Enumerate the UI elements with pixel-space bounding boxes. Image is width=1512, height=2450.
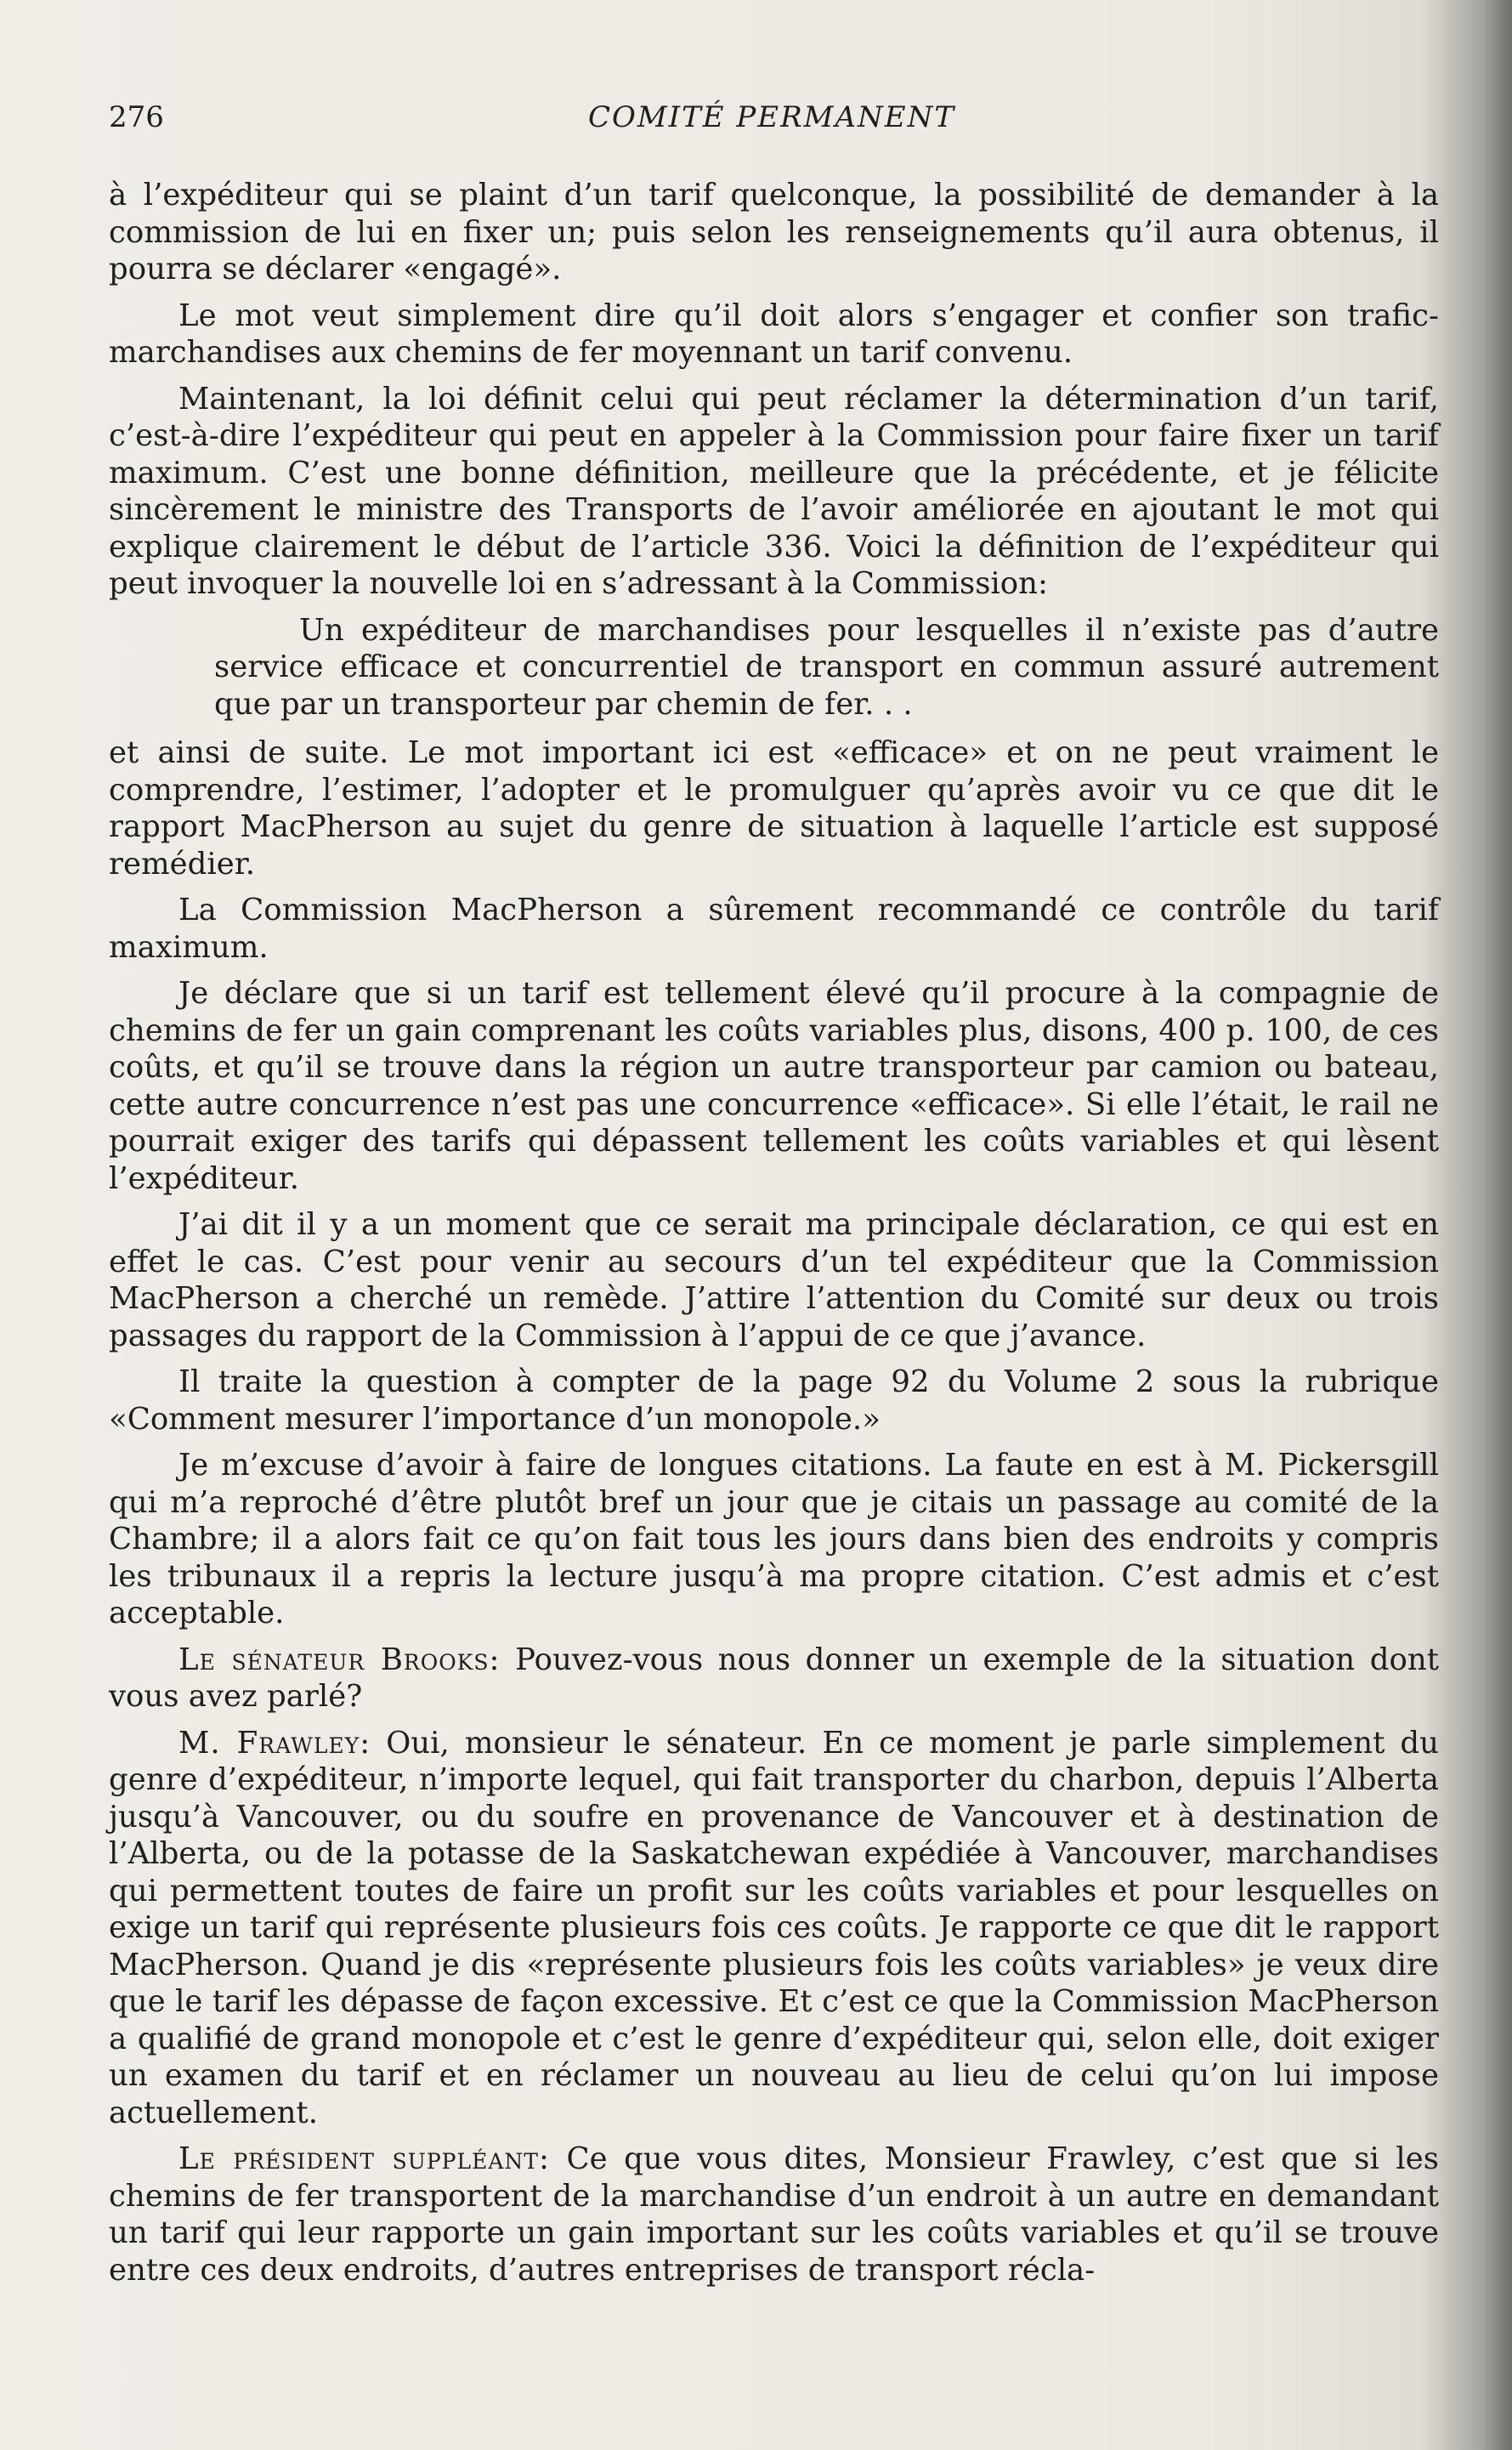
- block-quote: Un expéditeur de marchandises pour lesquelles il n’existe pas d’autre service efficace et concurrentiel de transport en commun assuré autrement que par un transporteur par chemin de fer. . .: [214, 612, 1439, 722]
- speaker-name: Le président suppléant:: [178, 2141, 550, 2176]
- page-header: [109, 100, 1435, 143]
- speech-paragraph: [109, 1725, 1439, 2132]
- paragraph: Je m’excuse d’avoir à faire de longues citations. La faute en est à M. Pickersgill qui m’a reproché d’être plutôt bref un jour que je citais un passage au comité de la Chambre; il a alors fait ce qu’on fait tous les jours dans bien des endroits y compris les tribunaux il a repris la lecture jusqu’à ma propre citation. C’est admis et c’est acceptable.: [109, 1448, 1439, 1630]
- paragraph: Maintenant, la loi définit celui qui peut réclamer la détermination d’un tarif, c’est-à-dire l’expéditeur qui peut en appeler à la Commission pour faire fixer un tarif maximum. C’est une bonne définition, meilleure que la précédente, et je félicite sincèrement le ministre des Transports de l’avoir améliorée en ajoutant le mot qui explique clairement le début de l’article 336. Voici la définition de l’expéditeur qui peut invoquer la nouvelle loi en s’adressant à la Commission:: [109, 381, 1439, 601]
- speech-text: Pouvez-vous nous donner un exemple de la situation dont vous avez parlé?: [109, 1642, 1439, 1714]
- paragraph: Il traite la question à compter de la page 92 du Volume 2 sous la rubrique «Comment mesurer l’importance d’un monopole.»: [109, 1364, 1439, 1437]
- speech-paragraph: [109, 1642, 1439, 1716]
- body-text: [109, 177, 1439, 2298]
- paragraph: Le mot veut simplement dire qu’il doit alors s’engager et confier son trafic-marchandises aux chemins de fer moyennant un tarif convenu.: [109, 298, 1439, 370]
- paragraph: La Commission MacPherson a sûrement recommandé ce contrôle du tarif maximum.: [109, 893, 1439, 965]
- paragraph: J’ai dit il y a un moment que ce serait ma principale déclaration, ce qui est en effet le cas. C’est pour venir au secours d’un tel expéditeur que la Commission MacPherson a cherché un remède. J’attire l’attention du Comité sur deux ou trois passages du rapport de la Commission à l’appui de ce que j’avance.: [109, 1207, 1439, 1353]
- speaker-name: Le sénateur Brooks:: [178, 1642, 501, 1677]
- running-title: COMITÉ PERMANENT: [587, 100, 956, 134]
- paragraph: Je déclare que si un tarif est tellement élevé qu’il procure à la compagnie de chemins de fer un gain comprenant les coûts variables plus, disons, 400 p. 100, de ces coûts, et qu’il se trouve dans la région un autre transporteur par camion ou bateau, cette autre concurrence n’est pas une concurrence «efficace». Si elle l’était, le rail ne pourrait exiger des tarifs qui dépassent tellement les coûts variables et qui lèsent l’expéditeur.: [109, 976, 1439, 1196]
- page-number: 276: [109, 100, 164, 134]
- speech-text: Ce que vous dites, Monsieur Frawley, c’est que si les chemins de fer transportent de la marchandise d’un endroit à un autre en demandant un tarif qui leur rapporte un gain important sur les coûts variables et qu’il se trouve entre ces deux endroits, d’autres entreprises de transport récla-: [109, 2141, 1439, 2288]
- speech-text: Oui, monsieur le sénateur. En ce moment je parle simplement du genre d’expéditeur, n’importe lequel, qui fait transporter du charbon, depuis l’Alberta jusqu’à Vancouver, ou du soufre en provenance de Vancouver et à destination de l’Alberta, ou de la potasse de la Saskatchewan expédiée à Vancouver, marchandises qui permettent toutes de faire un profit sur les coûts variables et pour lesquelles on exige un tarif qui représente plusieurs fois ces coûts. Je rapporte ce que dit le rapport MacPherson. Quand je dis «représente plusieurs fois les coûts variables» je veux dire que le tarif les dépasse de façon excessive. Et c’est ce que la Commission MacPherson a qualifié de grand monopole et c’est le genre d’expéditeur qui, selon elle, doit exiger un examen du tarif et en réclamer un nouveau au lieu de celui qu’on lui impose actuellement.: [109, 1725, 1439, 2130]
- paragraph: à l’expéditeur qui se plaint d’un tarif quelconque, la possibilité de demander à la commission de lui en fixer un; puis selon les renseignements qu’il aura obtenus, il pourra se déclarer «engagé».: [109, 178, 1439, 286]
- speech-paragraph: [109, 2141, 1439, 2288]
- speaker-name: M. Frawley:: [178, 1725, 371, 1761]
- paragraph: et ainsi de suite. Le mot important ici est «efficace» et on ne peut vraiment le comprendre, l’estimer, l’adopter et le promulguer qu’après avoir vu ce que dit le rapport MacPherson au sujet du genre de situation à laquelle l’article est supposé remédier.: [109, 735, 1439, 882]
